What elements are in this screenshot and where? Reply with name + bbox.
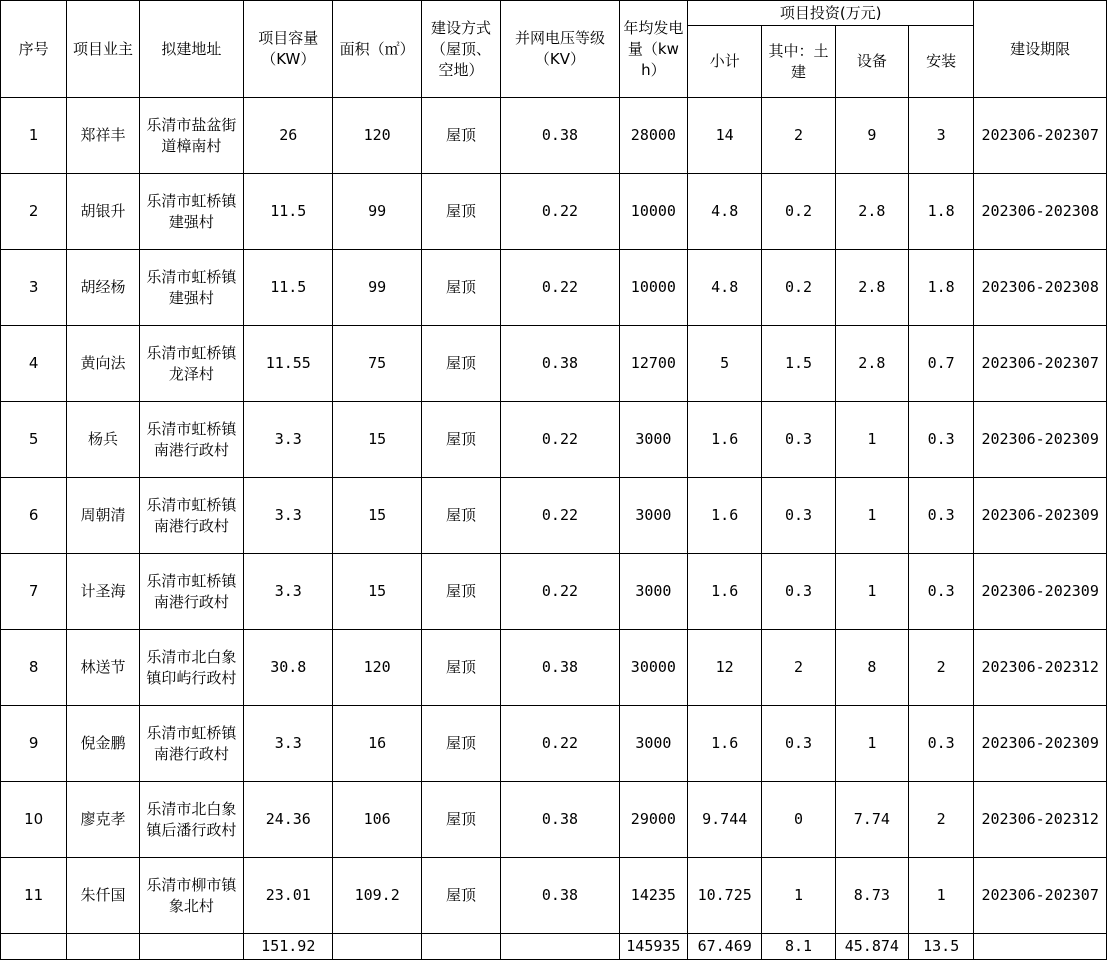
cell-install: 1 (909, 858, 974, 934)
cell-capacity: 11.5 (244, 250, 333, 326)
totals-install: 13.5 (909, 934, 974, 960)
cell-period: 202306-202312 (974, 630, 1107, 706)
cell-period: 202306-202309 (974, 554, 1107, 630)
cell-area: 16 (333, 706, 421, 782)
cell-install: 2 (909, 630, 974, 706)
cell-capacity: 3.3 (244, 402, 333, 478)
cell-annual-gen: 14235 (619, 858, 687, 934)
cell-install: 1.8 (909, 250, 974, 326)
cell-owner: 杨兵 (67, 402, 139, 478)
table-row (1, 326, 1107, 402)
cell-voltage: 0.38 (501, 630, 620, 706)
table-row (1, 402, 1107, 478)
cell-equipment: 7.74 (835, 782, 908, 858)
cell-annual-gen: 3000 (619, 478, 687, 554)
cell-equipment: 8 (835, 630, 908, 706)
cell-capacity: 11.5 (244, 174, 333, 250)
header-voltage: 并网电压等级（KV） (501, 1, 620, 98)
cell-method: 屋顶 (421, 250, 500, 326)
cell-subtotal: 1.6 (688, 706, 762, 782)
cell-period: 202306-202309 (974, 478, 1107, 554)
cell-install: 0.3 (909, 402, 974, 478)
cell-area: 15 (333, 554, 421, 630)
cell-voltage: 0.22 (501, 250, 620, 326)
totals-equipment: 45.874 (835, 934, 908, 960)
cell-install: 1.8 (909, 174, 974, 250)
cell-method: 屋顶 (421, 630, 500, 706)
cell-equipment: 1 (835, 706, 908, 782)
cell-capacity: 26 (244, 98, 333, 174)
header-owner: 项目业主 (67, 1, 139, 98)
cell-annual-gen: 12700 (619, 326, 687, 402)
cell-period: 202306-202312 (974, 782, 1107, 858)
header-row-top (1, 1, 1107, 26)
cell-method: 屋顶 (421, 174, 500, 250)
cell-voltage: 0.38 (501, 782, 620, 858)
cell-voltage: 0.38 (501, 326, 620, 402)
cell-annual-gen: 29000 (619, 782, 687, 858)
cell-area: 99 (333, 250, 421, 326)
table-row (1, 858, 1107, 934)
cell-owner: 廖克孝 (67, 782, 139, 858)
cell-capacity: 11.55 (244, 326, 333, 402)
cell-equipment: 9 (835, 98, 908, 174)
cell-subtotal: 9.744 (688, 782, 762, 858)
cell-owner: 黄向法 (67, 326, 139, 402)
cell-seq: 4 (1, 326, 67, 402)
cell-civil: 0.2 (762, 250, 835, 326)
table-row (1, 250, 1107, 326)
cell-area: 106 (333, 782, 421, 858)
cell-civil: 0.3 (762, 478, 835, 554)
cell-period: 202306-202308 (974, 174, 1107, 250)
totals-empty-area (333, 934, 421, 960)
cell-period: 202306-202308 (974, 250, 1107, 326)
totals-empty-location (139, 934, 243, 960)
cell-seq: 2 (1, 174, 67, 250)
cell-voltage: 0.22 (501, 174, 620, 250)
cell-annual-gen: 3000 (619, 402, 687, 478)
table-row (1, 174, 1107, 250)
cell-voltage: 0.22 (501, 554, 620, 630)
cell-seq: 7 (1, 554, 67, 630)
cell-location: 乐清市北白象镇后潘行政村 (139, 782, 243, 858)
totals-civil: 8.1 (762, 934, 835, 960)
cell-install: 0.3 (909, 706, 974, 782)
cell-annual-gen: 3000 (619, 554, 687, 630)
cell-equipment: 2.8 (835, 174, 908, 250)
cell-method: 屋顶 (421, 782, 500, 858)
table-row (1, 630, 1107, 706)
cell-seq: 11 (1, 858, 67, 934)
totals-empty-method (421, 934, 500, 960)
cell-voltage: 0.22 (501, 402, 620, 478)
cell-location: 乐清市虹桥镇南港行政村 (139, 402, 243, 478)
cell-owner: 胡银升 (67, 174, 139, 250)
table-body (1, 98, 1107, 934)
cell-civil: 0.3 (762, 554, 835, 630)
header-subtotal: 小计 (688, 26, 762, 98)
cell-equipment: 2.8 (835, 326, 908, 402)
cell-location: 乐清市虹桥镇建强村 (139, 174, 243, 250)
cell-civil: 2 (762, 630, 835, 706)
cell-method: 屋顶 (421, 478, 500, 554)
cell-capacity: 30.8 (244, 630, 333, 706)
header-method: 建设方式（屋顶、空地） (421, 1, 500, 98)
cell-location: 乐清市虹桥镇南港行政村 (139, 706, 243, 782)
cell-subtotal: 4.8 (688, 174, 762, 250)
cell-install: 0.3 (909, 478, 974, 554)
cell-capacity: 23.01 (244, 858, 333, 934)
cell-install: 2 (909, 782, 974, 858)
cell-location: 乐清市虹桥镇南港行政村 (139, 478, 243, 554)
cell-location: 乐清市虹桥镇龙泽村 (139, 326, 243, 402)
cell-subtotal: 1.6 (688, 554, 762, 630)
cell-seq: 9 (1, 706, 67, 782)
cell-annual-gen: 10000 (619, 250, 687, 326)
cell-area: 120 (333, 98, 421, 174)
cell-equipment: 1 (835, 478, 908, 554)
cell-install: 0.3 (909, 554, 974, 630)
cell-owner: 郑祥丰 (67, 98, 139, 174)
cell-method: 屋顶 (421, 858, 500, 934)
cell-voltage: 0.38 (501, 858, 620, 934)
cell-method: 屋顶 (421, 402, 500, 478)
cell-seq: 3 (1, 250, 67, 326)
cell-annual-gen: 3000 (619, 706, 687, 782)
header-investment-group: 项目投资(万元) (688, 1, 974, 26)
totals-empty-period (974, 934, 1107, 960)
cell-capacity: 3.3 (244, 478, 333, 554)
cell-civil: 1 (762, 858, 835, 934)
cell-seq: 6 (1, 478, 67, 554)
cell-owner: 胡经杨 (67, 250, 139, 326)
cell-equipment: 1 (835, 554, 908, 630)
cell-equipment: 8.73 (835, 858, 908, 934)
cell-subtotal: 10.725 (688, 858, 762, 934)
header-area: 面积（㎡） (333, 1, 421, 98)
cell-owner: 周朝清 (67, 478, 139, 554)
cell-location: 乐清市盐盆街道樟南村 (139, 98, 243, 174)
cell-civil: 2 (762, 98, 835, 174)
cell-equipment: 2.8 (835, 250, 908, 326)
cell-annual-gen: 28000 (619, 98, 687, 174)
cell-subtotal: 1.6 (688, 402, 762, 478)
cell-voltage: 0.22 (501, 478, 620, 554)
cell-capacity: 24.36 (244, 782, 333, 858)
totals-empty-seq (1, 934, 67, 960)
table-row (1, 478, 1107, 554)
cell-owner: 倪金鹏 (67, 706, 139, 782)
cell-install: 0.7 (909, 326, 974, 402)
cell-equipment: 1 (835, 402, 908, 478)
cell-subtotal: 12 (688, 630, 762, 706)
cell-owner: 朱仟国 (67, 858, 139, 934)
cell-period: 202306-202307 (974, 98, 1107, 174)
totals-capacity: 151.92 (244, 934, 333, 960)
cell-capacity: 3.3 (244, 706, 333, 782)
cell-period: 202306-202307 (974, 326, 1107, 402)
cell-voltage: 0.38 (501, 98, 620, 174)
totals-annual-gen: 145935 (619, 934, 687, 960)
cell-voltage: 0.22 (501, 706, 620, 782)
cell-location: 乐清市北白象镇印屿行政村 (139, 630, 243, 706)
cell-seq: 10 (1, 782, 67, 858)
cell-area: 120 (333, 630, 421, 706)
cell-annual-gen: 10000 (619, 174, 687, 250)
totals-empty-voltage (501, 934, 620, 960)
header-civil: 其中：土建 (762, 26, 835, 98)
cell-annual-gen: 30000 (619, 630, 687, 706)
cell-install: 3 (909, 98, 974, 174)
cell-area: 75 (333, 326, 421, 402)
header-annual-gen: 年均发电量（kwh） (619, 1, 687, 98)
cell-civil: 1.5 (762, 326, 835, 402)
header-location: 拟建地址 (139, 1, 243, 98)
cell-civil: 0.2 (762, 174, 835, 250)
cell-area: 15 (333, 402, 421, 478)
cell-civil: 0.3 (762, 706, 835, 782)
totals-row (1, 934, 1107, 960)
table-row (1, 554, 1107, 630)
cell-owner: 计圣海 (67, 554, 139, 630)
cell-location: 乐清市柳市镇象北村 (139, 858, 243, 934)
cell-method: 屋顶 (421, 706, 500, 782)
cell-seq: 1 (1, 98, 67, 174)
totals-empty-owner (67, 934, 139, 960)
table-row (1, 782, 1107, 858)
cell-period: 202306-202307 (974, 858, 1107, 934)
cell-subtotal: 5 (688, 326, 762, 402)
cell-seq: 8 (1, 630, 67, 706)
cell-location: 乐清市虹桥镇建强村 (139, 250, 243, 326)
header-capacity: 项目容量（KW） (244, 1, 333, 98)
cell-method: 屋顶 (421, 326, 500, 402)
cell-location: 乐清市虹桥镇南港行政村 (139, 554, 243, 630)
cell-area: 99 (333, 174, 421, 250)
cell-period: 202306-202309 (974, 402, 1107, 478)
cell-subtotal: 1.6 (688, 478, 762, 554)
cell-method: 屋顶 (421, 554, 500, 630)
header-install: 安装 (909, 26, 974, 98)
cell-capacity: 3.3 (244, 554, 333, 630)
cell-owner: 林送节 (67, 630, 139, 706)
cell-civil: 0.3 (762, 402, 835, 478)
header-period: 建设期限 (974, 1, 1107, 98)
cell-area: 15 (333, 478, 421, 554)
cell-civil: 0 (762, 782, 835, 858)
cell-subtotal: 14 (688, 98, 762, 174)
cell-period: 202306-202309 (974, 706, 1107, 782)
totals-subtotal: 67.469 (688, 934, 762, 960)
header-equipment: 设备 (835, 26, 908, 98)
table-row (1, 706, 1107, 782)
table-row (1, 98, 1107, 174)
cell-method: 屋顶 (421, 98, 500, 174)
cell-subtotal: 4.8 (688, 250, 762, 326)
cell-area: 109.2 (333, 858, 421, 934)
header-seq: 序号 (1, 1, 67, 98)
cell-seq: 5 (1, 402, 67, 478)
